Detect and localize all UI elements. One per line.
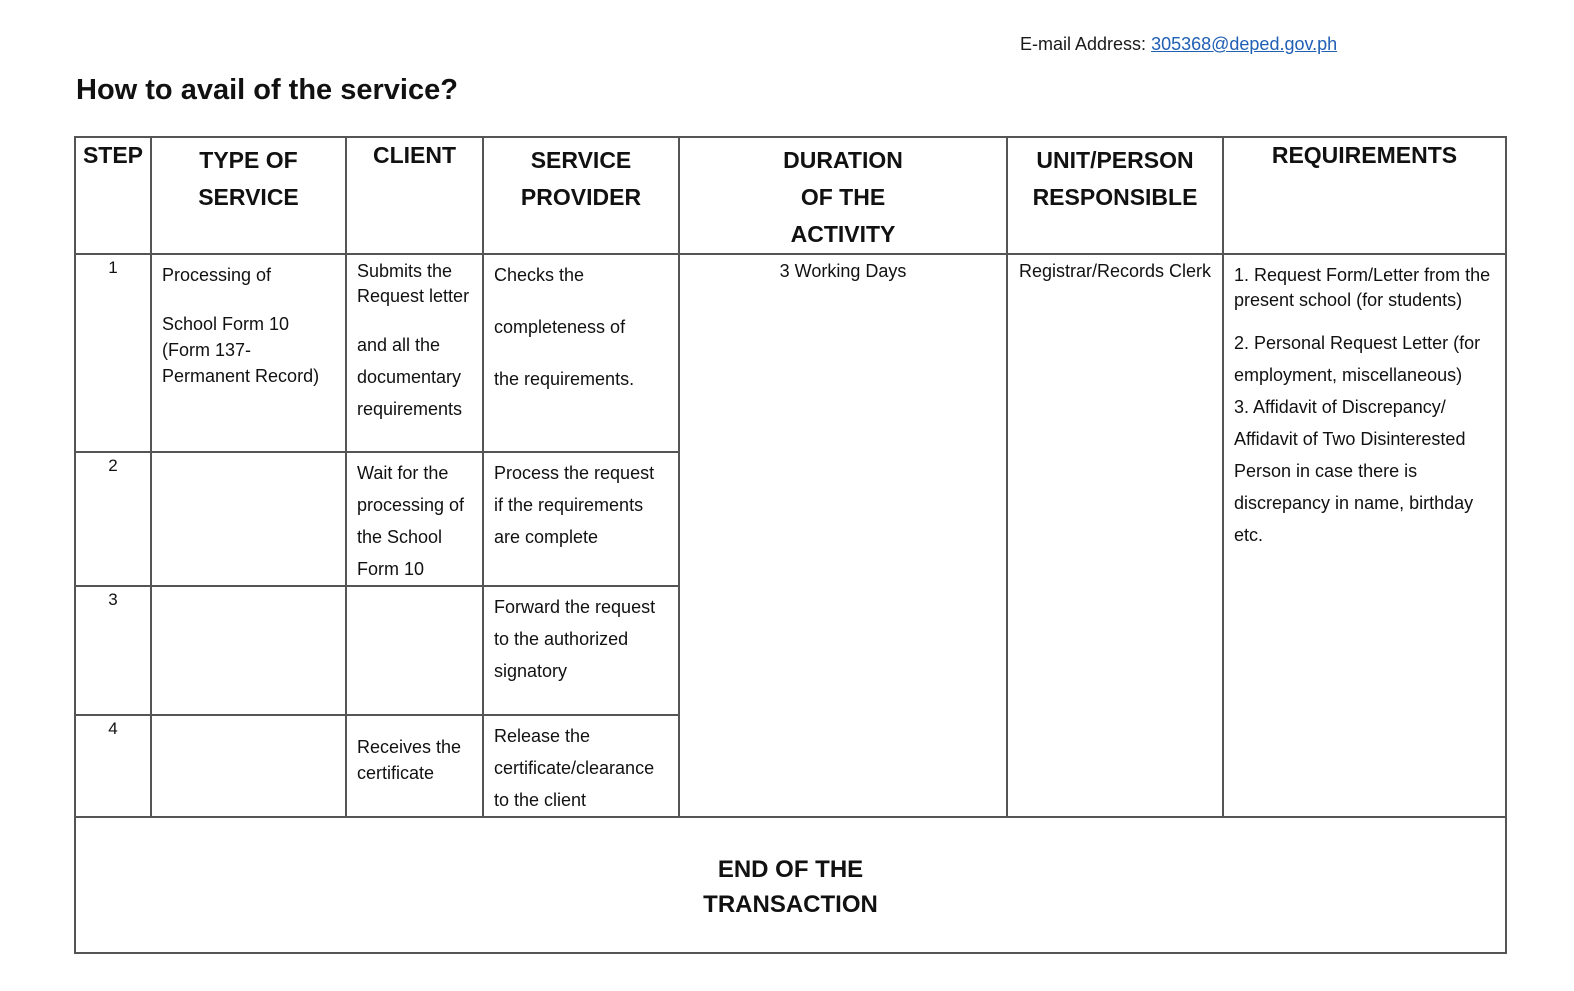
requirement-item: 2. Personal Request Letter (for employment, miscellaneous): [1234, 333, 1481, 385]
requirement-item: 1. Request Form/Letter from the present school (for students): [1234, 265, 1491, 310]
service-steps-table: [74, 136, 1507, 954]
type-of-service-cell: [151, 452, 346, 586]
header-line: RESPONSIBLE: [1032, 184, 1198, 210]
step-number: 1: [75, 254, 151, 452]
end-row: [75, 817, 1506, 953]
email-line: [1020, 34, 1337, 55]
email-link[interactable]: 305368@deped.gov.ph: [1151, 34, 1338, 54]
header-requirements: REQUIREMENTS: [1223, 137, 1506, 254]
step-number: 2: [75, 452, 151, 586]
duration-cell: 3 Working Days: [679, 254, 1007, 817]
client-cell: [346, 254, 483, 452]
header-row: [75, 137, 1506, 254]
email-label: E-mail Address:: [1020, 34, 1147, 54]
step-number: 4: [75, 715, 151, 817]
requirements-cell: [1223, 254, 1506, 817]
cell-text: Release the certificate/clearance to the client: [494, 726, 655, 810]
header-step: STEP: [75, 137, 151, 254]
cell-text: Processing of: [162, 265, 272, 285]
header-line: SERVICE: [530, 147, 632, 173]
unit-person-cell: Registrar/Records Clerk: [1007, 254, 1223, 817]
header-unit-person: [1007, 137, 1223, 254]
header-duration: [679, 137, 1007, 254]
table-row: [75, 254, 1506, 452]
type-of-service-cell: [151, 586, 346, 715]
type-of-service-cell: [151, 254, 346, 452]
end-line: END OF THE: [717, 856, 864, 883]
header-line: OF THE: [800, 184, 886, 210]
header-line: TYPE OF: [199, 147, 298, 173]
step-number: 3: [75, 586, 151, 715]
header-line: ACTIVITY: [790, 221, 896, 247]
provider-cell: [483, 715, 679, 817]
type-of-service-cell: [151, 715, 346, 817]
cell-text: Checks the: [494, 265, 585, 285]
provider-cell: [483, 586, 679, 715]
cell-text: School Form 10 (Form 137-Permanent Record): [162, 314, 320, 386]
cell-text: Forward the request to the authorized signatory: [494, 597, 656, 681]
cell-text: Process the request if the requirements are complete: [494, 463, 655, 547]
header-client: CLIENT: [346, 137, 483, 254]
header-line: UNIT/PERSON: [1036, 147, 1194, 173]
cell-text: the requirements.: [494, 369, 635, 389]
requirement-item: 3. Affidavit of Discrepancy/ Affidavit of Two Disinterested Person in case there is discrepancy in name, birthday etc.: [1234, 397, 1474, 545]
cell-text: completeness of: [494, 317, 626, 337]
cell-text: Submits the Request letter: [357, 261, 470, 306]
header-line: DURATION: [783, 147, 903, 173]
client-cell: [346, 452, 483, 586]
header-type-of-service: [151, 137, 346, 254]
page-heading: How to avail of the service?: [76, 74, 458, 106]
provider-cell: [483, 254, 679, 452]
provider-cell: [483, 452, 679, 586]
cell-text: and all the documentary requirements: [357, 335, 463, 419]
client-cell: [346, 586, 483, 715]
header-line: SERVICE: [198, 184, 299, 210]
client-cell: [346, 715, 483, 817]
header-line: PROVIDER: [520, 184, 642, 210]
end-line: TRANSACTION: [703, 891, 878, 918]
header-service-provider: [483, 137, 679, 254]
cell-text: Receives the certificate: [357, 737, 462, 783]
end-of-transaction: [75, 817, 1506, 953]
cell-text: Wait for the processing of the School Form 10: [357, 463, 465, 579]
